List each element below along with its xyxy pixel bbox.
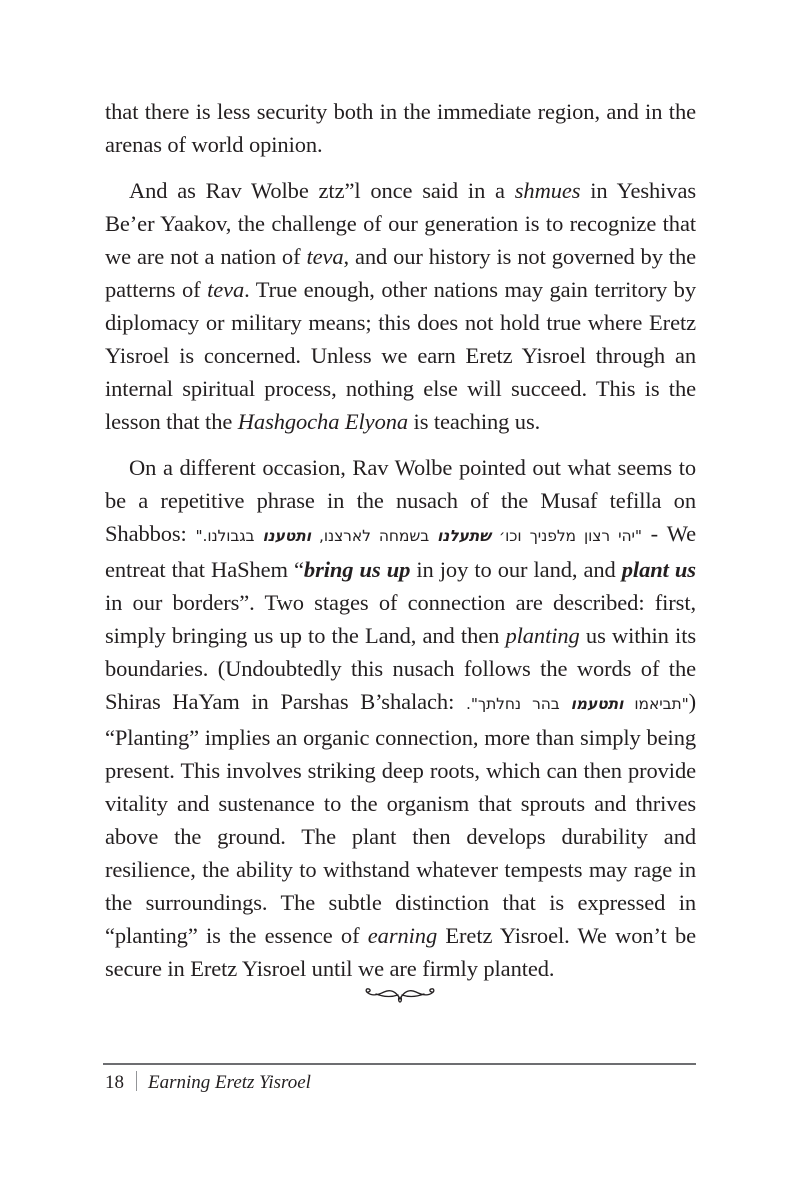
emphasis-term: plant us (621, 557, 696, 582)
hebrew-text: "יהי רצון מלפניך וכו׳ (490, 527, 642, 545)
hebrew-text: ותטעמו (570, 695, 624, 713)
body-text: . True enough, other nations may gain territory by diplomacy or military means; this does not hold true where Eretz Yisroel is concerned. Unless we earn Eretz Yisroel through an internal spiritual process, nothing else will succeed. This is the lesson that the (105, 277, 696, 434)
hebrew-text: בהר נחלתך". (466, 695, 571, 713)
body-text: Eretz Yisroel. We won’t be secure in Eretz Yisroel until we are firmly planted. (105, 923, 697, 981)
body-text: that there is less security both in the immediate region, and in the arenas of world opinion. (105, 99, 696, 157)
scroll-flourish-icon (362, 985, 438, 1005)
page-body (105, 95, 696, 998)
body-text: in joy to our land, and (410, 557, 622, 582)
body-text: us within its boundaries. (Undoubtedly this nusach follows the words of the Shiras HaYam in Parshas B’shalach: (105, 623, 697, 714)
body-text: , and our history is not governed by the patterns of (105, 244, 696, 302)
hebrew-text: ותטענו (262, 527, 311, 545)
body-text: ) “Planting” implies an organic connection, more than simply being present. This involves striking deep roots, which can then provide vitality and sustenance to the organism that sprouts and thrives above the ground. The plant then develops durability and resilience, the ability to withstand whatever tempests may rage in the surroundings. The subtle distinction that is expressed in “planting” is the essence of (105, 689, 696, 948)
paragraph-1 (105, 95, 696, 161)
footer-rule (103, 1063, 696, 1065)
footer-separator (136, 1071, 137, 1091)
page-number: 18 (105, 1072, 124, 1093)
paragraph-2 (105, 174, 696, 438)
hebrew-quote (466, 695, 689, 713)
body-text: in Yeshivas Be’er Yaakov, the challenge of our generation is to recognize that we are not a nation of (105, 178, 697, 269)
body-text: On a different occasion, Rav Wolbe pointed out what seems to be a repetitive phrase in the nusach of the Musaf tefilla on Shabbos: (105, 455, 696, 546)
hebrew-text: שתעלנו (437, 527, 491, 545)
emphasis-term: bring us up (303, 557, 411, 582)
italic-term: shmues (514, 178, 581, 203)
hebrew-text: בגבולנו." (195, 527, 263, 545)
italic-term: teva (306, 244, 344, 269)
paragraph-3 (105, 451, 696, 985)
italic-term: planting (505, 623, 580, 648)
italic-term: Hashgocha Elyona (237, 409, 409, 434)
running-footer (105, 1071, 311, 1095)
italic-term: teva (207, 277, 245, 302)
book-title: Earning Eretz Yisroel (148, 1072, 311, 1093)
italic-term: earning (367, 923, 438, 948)
body-text: is teaching us. (408, 409, 541, 434)
hebrew-quote (195, 527, 641, 545)
body-text: in our borders”. Two stages of connection are described: first, simply bringing us up to the Land, and then (105, 590, 696, 648)
body-text: - We entreat that HaShem “ (105, 521, 697, 582)
hebrew-text: בשמחה לארצנו, (310, 527, 438, 545)
hebrew-text: "תביאמו (623, 695, 689, 713)
body-text: And as Rav Wolbe ztz”l once said in a (129, 178, 515, 203)
